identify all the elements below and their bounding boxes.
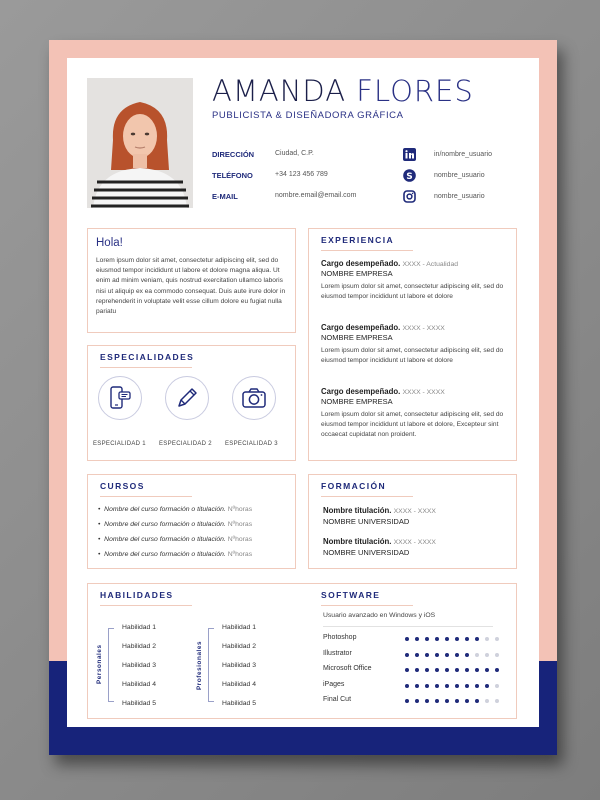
contact-label: E-MAIL bbox=[212, 192, 238, 201]
profile-photo bbox=[87, 78, 193, 208]
first-name: AMANDA bbox=[212, 74, 347, 108]
specialty-1-badge bbox=[98, 376, 142, 420]
rating-dot-filled bbox=[425, 668, 429, 672]
rating-dot-empty bbox=[495, 653, 499, 657]
rating-dot-filled bbox=[465, 699, 469, 703]
course-name: Nombre del curso formación o titulación. bbox=[104, 506, 226, 513]
job-company: NOMBRE EMPRESA bbox=[321, 333, 393, 342]
rating-dot-filled bbox=[475, 684, 479, 688]
linkedin-icon bbox=[403, 148, 416, 161]
personal-skills-label: Personales bbox=[96, 644, 103, 684]
rating-dot-filled bbox=[405, 699, 409, 703]
specialty-2-badge bbox=[165, 376, 209, 420]
specialty-3-badge bbox=[232, 376, 276, 420]
course-hours: Nºhoras bbox=[227, 551, 253, 558]
rating-dot-filled bbox=[465, 637, 469, 641]
software-divider bbox=[323, 626, 493, 627]
svg-text:S: S bbox=[406, 171, 413, 182]
rating-dot-filled bbox=[435, 699, 439, 703]
education-section bbox=[308, 474, 517, 569]
rating-dot-filled bbox=[495, 668, 499, 672]
course-item: • Nombre del curso formación o titulación. Nºhoras bbox=[98, 536, 253, 543]
rating-dot-filled bbox=[415, 699, 419, 703]
software-name: Final Cut bbox=[323, 696, 352, 703]
pencil-icon bbox=[174, 385, 200, 411]
intro-text: Lorem ipsum dolor sit amet, consectetur adipiscing elit, sed do eiusmod tempor incididunt ut labore et dolore magna aliqua. Ut enim ad minim veniam, quis nostrud exercitation ullamco laboris nisi ut aliquip ex ea commodo consequat. Duis aute irure dolor in reprehenderit in voluptate velit esse cillum dolore eu fugiat nulla pariatu bbox=[96, 257, 286, 316]
job-description: Lorem ipsum dolor sit amet, consectetur adipiscing elit, sed do eiusmod tempor incididunt ut labore et dolore bbox=[321, 347, 504, 365]
rating-dot-filled bbox=[465, 668, 469, 672]
experience-item bbox=[321, 259, 509, 302]
rating-dot-filled bbox=[425, 699, 429, 703]
degree-dates: XXXX - XXXX bbox=[393, 508, 436, 515]
rating-dot-empty bbox=[495, 699, 499, 703]
rating-dot-filled bbox=[415, 637, 419, 641]
course-name: Nombre del curso formación o titulación. bbox=[104, 551, 226, 558]
social-value: in/nombre_usuario bbox=[434, 151, 492, 158]
section-title: CURSOS bbox=[100, 481, 192, 497]
rating-dot-empty bbox=[485, 653, 489, 657]
rating-dot-filled bbox=[405, 653, 409, 657]
personal-skill: Habilidad 3 bbox=[122, 662, 157, 669]
rating-dot-filled bbox=[405, 637, 409, 641]
rating-dot-filled bbox=[415, 684, 419, 688]
software-name: Illustrator bbox=[323, 649, 352, 657]
last-name: FLORES bbox=[356, 74, 474, 108]
rating-dot-filled bbox=[465, 653, 469, 657]
rating-dot-filled bbox=[415, 653, 419, 657]
contact-value: +34 123 456 789 bbox=[275, 171, 328, 178]
specialty-label: ESPECIALIDAD 2 bbox=[159, 441, 212, 447]
intro-title: Hola! bbox=[96, 237, 123, 249]
rating-dot-filled bbox=[415, 668, 419, 672]
rating-dot-filled bbox=[445, 637, 449, 641]
rating-dot-empty bbox=[485, 699, 489, 703]
personal-skill: Habilidad 1 bbox=[122, 624, 157, 631]
professional-skill: Habilidad 3 bbox=[222, 662, 257, 669]
rating-dot-empty bbox=[495, 637, 499, 641]
job-description: Lorem ipsum dolor sit amet, consectetur adipiscing elit, sed do eiusmod tempor incididunt ut labore et dolore bbox=[321, 283, 504, 301]
degree-dates: XXXX - XXXX bbox=[393, 539, 436, 546]
course-item: • Nombre del curso formación o titulación. Nºhoras bbox=[98, 506, 253, 513]
personal-skill: Habilidad 4 bbox=[122, 681, 157, 688]
job-company: NOMBRE EMPRESA bbox=[321, 269, 393, 278]
rating-dot-filled bbox=[435, 668, 439, 672]
personal-skill: Habilidad 2 bbox=[122, 643, 157, 650]
rating-dot-filled bbox=[475, 699, 479, 703]
rating-dot-empty bbox=[475, 653, 479, 657]
rating-dot-filled bbox=[455, 684, 459, 688]
resume-sheet bbox=[49, 40, 557, 755]
professional-skill: Habilidad 5 bbox=[222, 700, 257, 707]
job-dates: XXXX - XXXX bbox=[402, 325, 445, 332]
skills-software-section bbox=[87, 583, 517, 719]
education-item bbox=[323, 537, 436, 557]
section-title: SOFTWARE bbox=[321, 590, 413, 606]
rating-dot-filled bbox=[455, 668, 459, 672]
experience-item bbox=[321, 387, 509, 441]
degree-name: Nombre titulación. bbox=[323, 537, 392, 546]
rating-dot-filled bbox=[475, 637, 479, 641]
professional-skill: Habilidad 1 bbox=[222, 624, 257, 631]
job-position: Cargo desempeñado. bbox=[321, 387, 401, 396]
course-item: • Nombre del curso formación o titulación. Nºhoras bbox=[98, 551, 253, 558]
contact-label: DIRECCIÓN bbox=[212, 150, 255, 159]
contact-value: Ciudad, C.P. bbox=[275, 150, 314, 157]
rating-dot-filled bbox=[445, 684, 449, 688]
social-linkedin[interactable] bbox=[403, 148, 543, 164]
contact-label: TELÉFONO bbox=[212, 171, 253, 180]
job-position: Cargo desempeñado. bbox=[321, 259, 401, 268]
professional-skills-label: Profesionales bbox=[196, 640, 203, 690]
rating-dot-filled bbox=[425, 653, 429, 657]
course-hours: Nºhoras bbox=[227, 521, 253, 528]
experience-item bbox=[321, 323, 509, 366]
instagram-icon bbox=[403, 190, 416, 203]
job-position: Cargo desempeñado. bbox=[321, 323, 401, 332]
course-name: Nombre del curso formación o titulación. bbox=[104, 536, 226, 543]
software-name: Photoshop bbox=[323, 634, 357, 641]
professional-bracket bbox=[208, 628, 214, 702]
rating-dot-empty bbox=[485, 637, 489, 641]
specialty-label: ESPECIALIDAD 3 bbox=[225, 441, 278, 447]
social-value: nombre_usuario bbox=[434, 193, 485, 200]
skype-icon bbox=[403, 169, 416, 182]
specialties-section bbox=[87, 345, 296, 461]
software-subtitle: Usuario avanzado en Windows y iOS bbox=[323, 612, 436, 619]
personal-skill: Habilidad 5 bbox=[122, 700, 157, 707]
course-name: Nombre del curso formación o titulación. bbox=[104, 521, 226, 528]
professional-skill: Habilidad 4 bbox=[222, 681, 257, 688]
resume-page bbox=[67, 58, 539, 727]
rating-dot-filled bbox=[425, 637, 429, 641]
rating-dot-filled bbox=[485, 684, 489, 688]
degree-name: Nombre titulación. bbox=[323, 506, 392, 515]
social-skype[interactable] bbox=[403, 169, 543, 185]
specialty-label: ESPECIALIDAD 1 bbox=[93, 441, 146, 447]
phone-chat-icon bbox=[107, 385, 133, 411]
rating-dot-filled bbox=[435, 653, 439, 657]
candidate-name bbox=[212, 74, 474, 108]
social-value: nombre_usuario bbox=[434, 172, 485, 179]
job-dates: XXXX - Actualidad bbox=[402, 261, 459, 268]
rating-dot-filled bbox=[445, 653, 449, 657]
job-company: NOMBRE EMPRESA bbox=[321, 397, 393, 406]
course-hours: Nºhoras bbox=[227, 536, 253, 543]
rating-dot-filled bbox=[455, 699, 459, 703]
job-description: Lorem ipsum dolor sit amet, consectetur adipiscing elit, sed do eiusmod tempor incididunt ut labore et dolore, Excepteur sint occaecat cupidatat non proident. bbox=[321, 411, 504, 439]
job-dates: XXXX - XXXX bbox=[402, 389, 445, 396]
rating-dot-filled bbox=[405, 684, 409, 688]
rating-dot-filled bbox=[455, 637, 459, 641]
section-title: ESPECIALIDADES bbox=[100, 352, 192, 368]
section-title: EXPERIENCIA bbox=[321, 235, 413, 251]
rating-dot-empty bbox=[495, 684, 499, 688]
software-panel bbox=[309, 584, 518, 720]
social-instagram[interactable] bbox=[403, 190, 543, 206]
personal-bracket bbox=[108, 628, 114, 702]
course-item: • Nombre del curso formación o titulación. Nºhoras bbox=[98, 521, 253, 528]
school-name: NOMBRE UNIVERSIDAD bbox=[323, 517, 410, 526]
professional-skill: Habilidad 2 bbox=[222, 643, 257, 650]
course-hours: Nºhoras bbox=[227, 506, 253, 513]
rating-dot-filled bbox=[465, 684, 469, 688]
school-name: NOMBRE UNIVERSIDAD bbox=[323, 548, 410, 557]
section-title: HABILIDADES bbox=[100, 590, 192, 606]
rating-dot-filled bbox=[425, 684, 429, 688]
job-title: PUBLICISTA & DISEÑADORA GRÁFICA bbox=[212, 110, 404, 121]
rating-dot-filled bbox=[455, 653, 459, 657]
intro-section bbox=[87, 228, 296, 333]
rating-dot-filled bbox=[435, 684, 439, 688]
experience-section bbox=[308, 228, 517, 461]
rating-dot-filled bbox=[485, 668, 489, 672]
rating-dot-filled bbox=[445, 668, 449, 672]
software-name: Microsoft Office bbox=[323, 665, 372, 672]
software-name: iPages bbox=[323, 680, 345, 688]
contact-value[interactable]: nombre.email@email.com bbox=[275, 192, 357, 199]
rating-dot-filled bbox=[435, 637, 439, 641]
rating-dot-filled bbox=[445, 699, 449, 703]
rating-dot-filled bbox=[405, 668, 409, 672]
section-title: FORMACIÓN bbox=[321, 481, 413, 497]
rating-dot-filled bbox=[475, 668, 479, 672]
courses-section bbox=[87, 474, 296, 569]
camera-icon bbox=[241, 385, 267, 411]
education-item bbox=[323, 506, 436, 526]
